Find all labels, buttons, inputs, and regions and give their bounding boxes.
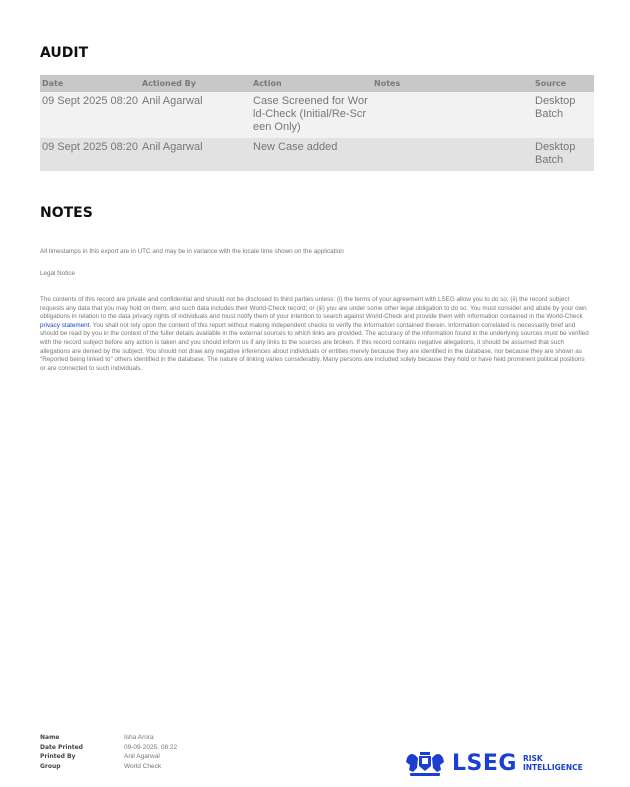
audit-header-row: [40, 75, 594, 92]
printed-by-label: Printed By: [40, 753, 76, 760]
privacy-statement-link[interactable]: privacy statement: [40, 321, 90, 329]
column-header-notes: Notes: [372, 75, 533, 92]
printed-by-value: Anil Agarwal: [124, 753, 160, 760]
brand-subtitle-line-2: INTELLIGENCE: [522, 763, 583, 772]
lseg-logo: [404, 748, 583, 778]
notes-heading: NOTES: [40, 205, 93, 221]
cell-date: 09 Sept 2025 08:20: [40, 92, 140, 138]
print-footer: [40, 733, 177, 771]
brand-subtitle: [523, 754, 583, 772]
brand-name: LSEG: [452, 750, 517, 776]
cell-actioned-by: Anil Agarwal: [140, 138, 251, 171]
cell-notes: [372, 92, 533, 138]
legal-body-part-2: . You shall not rely upon the content of this report without making independent checks to verify the information contained therein. Information correlated is necessarily brief and should be read by you in the context of the fuller details available in the external sources to which links are provided. The accuracy of the information found in the underlying sources must be verified with the record subject before any action is taken and you should inform us if any links to the sources are broken. If this record contains negative allegations, it should be assumed that such allegations are denied by the subject. You should not draw any negative inferences about individuals or entities merely because they are identified in the database, nor because they are shown as "Reported being linked to" others identified in the database. The nature of linking varies considerably. Many persons are included solely because they hold or have held prominent political positions or are connected to such individuals.: [40, 321, 589, 372]
brand-subtitle-line-1: RISK: [522, 754, 543, 763]
cell-action: Case Screened for World-Check (Initial/Re-Screen Only): [251, 92, 372, 138]
column-header-date: Date: [40, 75, 140, 92]
cell-source: Desktop Batch: [533, 92, 594, 138]
legal-notice-title: Legal Notice: [40, 270, 76, 277]
table-row: [40, 138, 594, 171]
audit-heading: AUDIT: [40, 45, 89, 61]
timezone-note: All timestamps in this export are in UTC and may be in variance with the locale time shown on the application: [40, 248, 344, 255]
group-label: Group: [40, 762, 61, 770]
cell-action: New Case added: [251, 138, 372, 171]
column-header-source: Source: [533, 75, 594, 92]
lion-unicorn-crest-icon: [404, 748, 446, 778]
name-label: Name: [40, 734, 60, 741]
cell-notes: [372, 138, 533, 171]
date-printed-value: 09-09-2025, 08:22: [124, 743, 178, 751]
name-value: Isha Arora: [124, 734, 154, 741]
legal-notice-body: [40, 296, 592, 373]
cell-date: 09 Sept 2025 08:20: [40, 138, 140, 171]
audit-table: [40, 75, 594, 171]
column-header-action: Action: [251, 75, 372, 92]
legal-body-part-1: The contents of this record are private and confidential and should not be disclosed to third parties unless: (i) the terms of your agreement with LSEG allow you to do so; (ii) the record subject requests any data that you may hold on them, and such data includes their World-Check record; or (iii) you are under some other legal obligation to do so. You must consider and abide by your own obligations in relation to the data privacy rights of individuals and must notify them of your intention to search against World-Check and provide them with information contained in the World-Check: [40, 296, 587, 321]
table-row: [40, 92, 594, 138]
group-value: World Check: [124, 762, 162, 770]
cell-source: Desktop Batch: [533, 138, 594, 171]
column-header-actioned-by: Actioned By: [140, 75, 251, 92]
date-printed-label: Date Printed: [40, 743, 83, 751]
cell-actioned-by: Anil Agarwal: [140, 92, 251, 138]
